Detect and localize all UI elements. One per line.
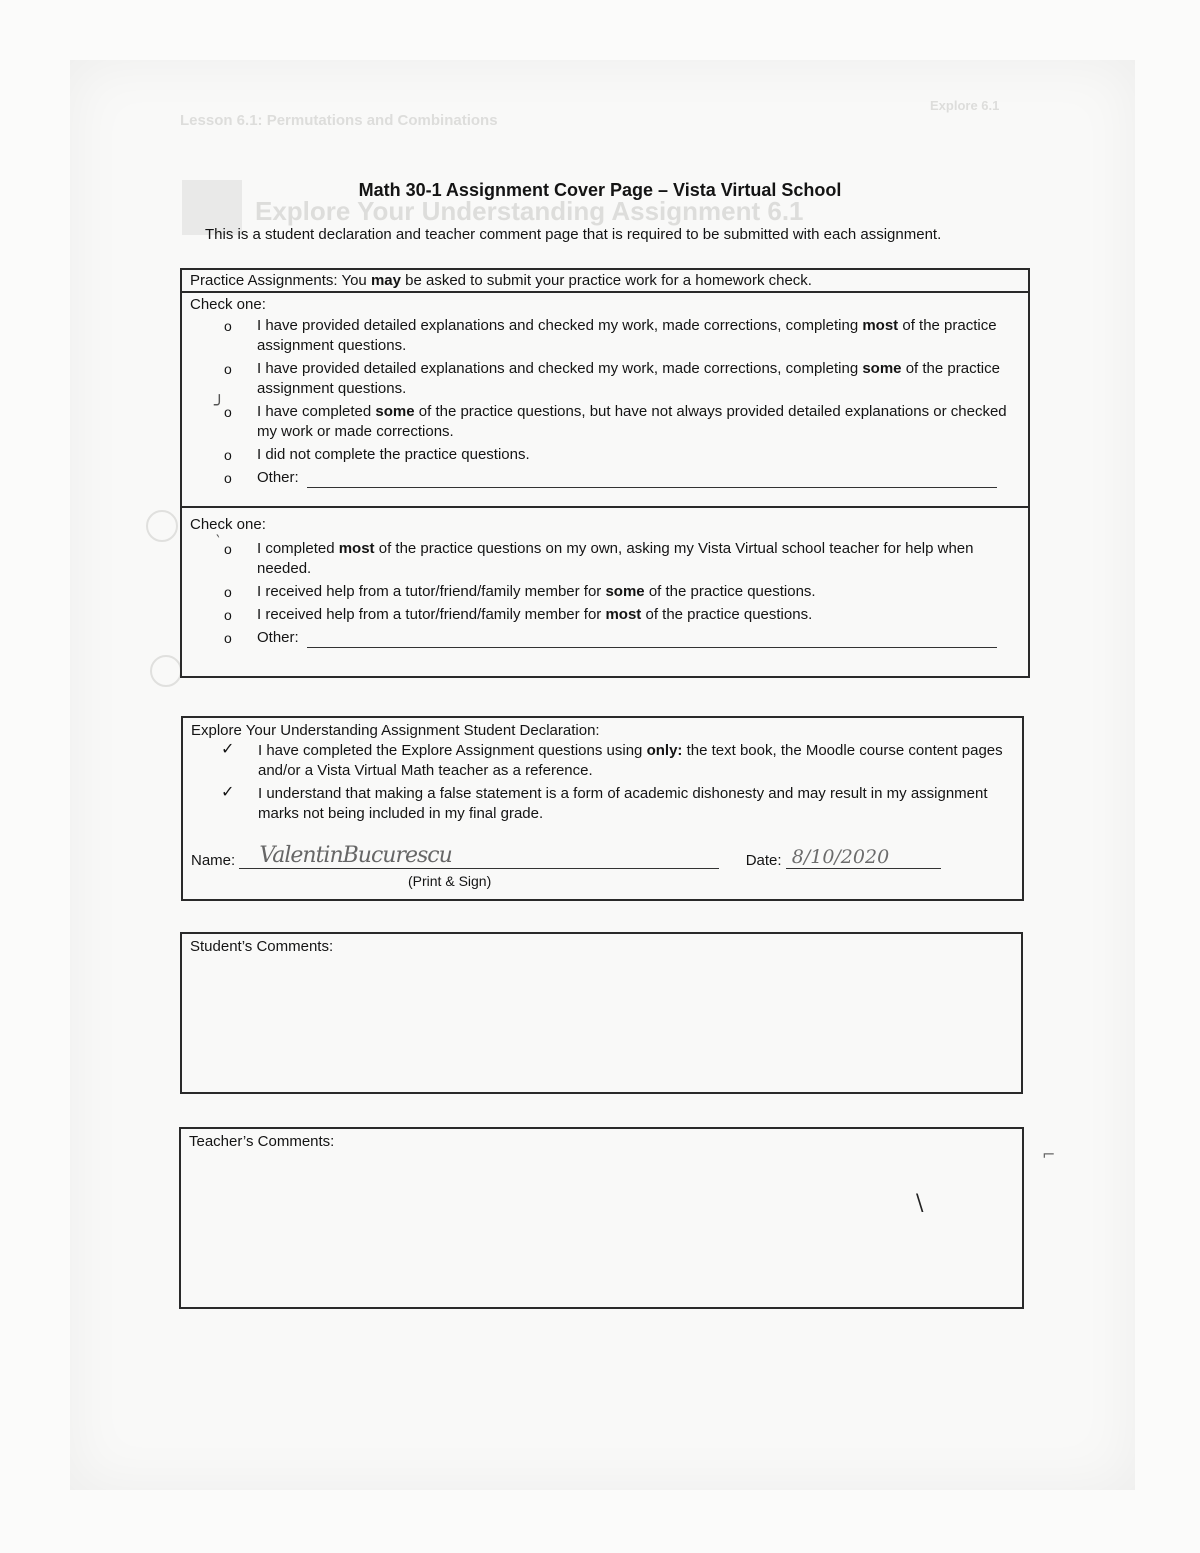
declaration-item-2: ✓ I understand that making a false statement is a form of academic dishonesty and may result in my assignment marks not being included in my final grade. xyxy=(221,784,988,822)
help-option-other[interactable]: o Other: xyxy=(182,628,1028,648)
ghost-circle-2 xyxy=(150,655,182,687)
practice-option-selected[interactable]: o ╯ I have completed some of the practice questions, but have not always provided detailed explanations or checked my work or made corrections. xyxy=(214,395,1007,440)
print-sign-note: (Print & Sign) xyxy=(408,873,492,889)
radio-bullet[interactable]: o xyxy=(224,607,232,623)
page-subtitle: This is a student declaration and teacher comment page that is required to be submitted with each assignment. xyxy=(205,226,942,243)
radio-bullet[interactable]: o xyxy=(224,630,232,646)
name-signature: ValentinBucurescu xyxy=(259,843,452,868)
other-input-line[interactable] xyxy=(307,633,997,648)
name-field[interactable] xyxy=(239,843,719,869)
name-label: Name: xyxy=(191,852,236,869)
declaration-header: Explore Your Understanding Assignment Student Declaration: xyxy=(191,722,600,739)
practice-option[interactable]: o I have provided detailed explanations and checked my work, made corrections, completing most of the practice assignment questions. xyxy=(224,317,997,354)
practice-option[interactable]: o I have provided detailed explanations and checked my work, made corrections, completing some of the practice assignment questions. xyxy=(224,360,1000,397)
radio-bullet[interactable]: o xyxy=(224,318,232,334)
page-title: Math 30-1 Assignment Cover Page – Vista Virtual School xyxy=(358,180,842,200)
help-check-one-label: Check one: xyxy=(190,516,266,533)
name-date-row xyxy=(191,843,1031,869)
teacher-comments-box[interactable] xyxy=(179,1127,1024,1309)
date-field[interactable] xyxy=(786,848,941,869)
other-input-line[interactable] xyxy=(307,473,997,488)
radio-bullet[interactable]: o xyxy=(224,361,232,377)
student-comments-box[interactable] xyxy=(180,932,1023,1094)
ghost-circle-1 xyxy=(146,510,178,542)
stray-pen-mark: \ xyxy=(916,1191,924,1216)
help-option[interactable]: o I received help from a tutor/friend/family member for some of the practice questions. xyxy=(224,583,816,600)
radio-bullet[interactable]: o xyxy=(224,584,232,600)
practice-box xyxy=(180,268,1030,508)
practice-option[interactable]: o I did not complete the practice questions. xyxy=(224,446,530,463)
declaration-box xyxy=(181,716,1024,901)
practice-check-one-label: Check one: xyxy=(190,296,266,313)
pen-tick-mark: ‵ xyxy=(216,531,220,550)
radio-bullet[interactable]: o xyxy=(224,470,232,486)
help-option[interactable]: o I received help from a tutor/friend/family member for most of the practice questions. xyxy=(224,606,813,623)
pen-tick-mark: ╯ xyxy=(214,395,225,416)
help-box xyxy=(180,506,1030,678)
radio-bullet-marked[interactable]: o xyxy=(224,541,232,557)
check-icon: ✓ xyxy=(221,741,235,758)
ghost-header-right: Explore 6.1 xyxy=(930,98,1000,113)
date-label: Date: xyxy=(745,852,782,869)
radio-bullet-marked[interactable]: o xyxy=(224,404,232,420)
date-value: 8/10/2020 xyxy=(791,846,890,868)
practice-option-other[interactable]: o Other: xyxy=(182,468,1028,488)
help-option-selected[interactable]: o ‵ I completed most of the practice questions on my own, asking my Vista Virtual school teacher for help when needed. xyxy=(216,531,974,577)
radio-bullet[interactable]: o xyxy=(224,447,232,463)
check-icon: ✓ xyxy=(221,784,235,801)
ghost-title: Explore Your Understanding Assignment 6.1 xyxy=(255,196,804,226)
practice-header: Practice Assignments: You may be asked to submit your practice work for a homework check. xyxy=(182,270,1028,293)
teacher-comments-label: Teacher’s Comments: xyxy=(189,1133,335,1150)
practice-options xyxy=(182,316,1028,488)
student-comments-label: Student’s Comments: xyxy=(190,938,334,955)
help-options xyxy=(182,531,1028,648)
ghost-header-left: Lesson 6.1: Permutations and Combinations xyxy=(180,112,498,129)
declaration-item-1: ✓ I have completed the Explore Assignment questions using only: the text book, the Moodle course content pages and/or a Vista Virtual Math teacher as a reference. xyxy=(221,741,1003,779)
stray-pen-mark-edge: ⌐ xyxy=(1042,1145,1056,1164)
